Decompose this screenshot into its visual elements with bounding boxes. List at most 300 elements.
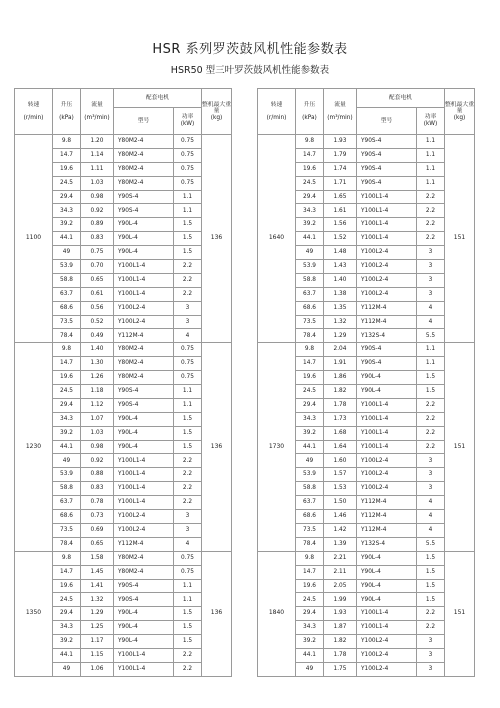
flow-cell: 1.32 xyxy=(81,593,114,607)
pressure-cell: 49 xyxy=(53,454,81,468)
motor-power-cell: 3 xyxy=(174,510,202,524)
motor-model-cell: Y90L-4 xyxy=(357,565,417,579)
pressure-cell: 34.3 xyxy=(296,204,324,218)
pressure-cell: 49 xyxy=(296,246,324,260)
pressure-cell: 58.8 xyxy=(296,273,324,287)
pressure-cell: 34.3 xyxy=(53,621,81,635)
motor-power-cell: 5.5 xyxy=(417,537,445,551)
pressure-cell: 9.8 xyxy=(296,135,324,149)
motor-model-cell: Y100L1-4 xyxy=(357,426,417,440)
table-row xyxy=(15,135,232,149)
pressure-cell: 29.4 xyxy=(53,190,81,204)
pressure-cell: 9.8 xyxy=(53,135,81,149)
pressure-cell: 49 xyxy=(296,662,324,676)
motor-power-cell: 4 xyxy=(417,523,445,537)
pressure-cell: 78.4 xyxy=(296,537,324,551)
table-row xyxy=(15,551,232,565)
flow-cell: 1.25 xyxy=(81,621,114,635)
motor-model-cell: Y90S-4 xyxy=(357,357,417,371)
motor-power-cell: 1.1 xyxy=(174,593,202,607)
motor-model-cell: Y112M-4 xyxy=(357,510,417,524)
flow-cell: 1.56 xyxy=(324,218,357,232)
power-header: 功率 (kW) xyxy=(417,108,445,135)
motor-model-cell: Y100L1-4 xyxy=(114,482,174,496)
flow-cell: 1.40 xyxy=(81,343,114,357)
motor-power-cell: 0.75 xyxy=(174,162,202,176)
motor-model-cell: Y80M2-4 xyxy=(114,135,174,149)
motor-model-cell: Y90L-4 xyxy=(357,579,417,593)
flow-cell: 1.41 xyxy=(81,579,114,593)
motor-model-cell: Y112M-4 xyxy=(357,523,417,537)
pressure-cell: 24.5 xyxy=(296,593,324,607)
motor-model-cell: Y100L1-4 xyxy=(357,204,417,218)
flow-cell: 0.61 xyxy=(81,287,114,301)
flow-cell: 1.58 xyxy=(81,551,114,565)
motor-power-cell: 3 xyxy=(417,482,445,496)
motor-model-cell: Y80M2-4 xyxy=(114,176,174,190)
flow-cell: 1.48 xyxy=(324,246,357,260)
flow-cell: 1.38 xyxy=(324,287,357,301)
flow-cell: 1.17 xyxy=(81,635,114,649)
motor-power-cell: 1.5 xyxy=(417,579,445,593)
pressure-cell: 29.4 xyxy=(296,607,324,621)
motor-model-cell: Y90S-4 xyxy=(357,135,417,149)
table-row xyxy=(258,135,475,149)
motor-model-cell: Y100L1-4 xyxy=(357,440,417,454)
motor-power-cell: 1.5 xyxy=(174,607,202,621)
motor-model-cell: Y90L-4 xyxy=(114,426,174,440)
motor-header: 配套电机 xyxy=(357,89,445,108)
motor-power-cell: 2.2 xyxy=(417,398,445,412)
motor-power-cell: 2.2 xyxy=(417,412,445,426)
motor-model-cell: Y100L2-4 xyxy=(357,648,417,662)
motor-power-cell: 1.1 xyxy=(174,398,202,412)
pressure-cell: 39.2 xyxy=(53,426,81,440)
speed-cell: 1640 xyxy=(258,135,296,343)
pressure-cell: 14.7 xyxy=(53,357,81,371)
pressure-cell: 29.4 xyxy=(53,398,81,412)
motor-model-cell: Y100L1-4 xyxy=(357,398,417,412)
pressure-cell: 68.6 xyxy=(53,301,81,315)
pressure-cell: 39.2 xyxy=(296,635,324,649)
motor-power-cell: 1.5 xyxy=(174,412,202,426)
motor-power-cell: 1.1 xyxy=(174,204,202,218)
motor-power-cell: 4 xyxy=(417,301,445,315)
motor-model-cell: Y90L-4 xyxy=(357,371,417,385)
pressure-cell: 19.6 xyxy=(53,371,81,385)
motor-power-cell: 0.75 xyxy=(174,135,202,149)
pressure-cell: 73.5 xyxy=(53,523,81,537)
left-parameter-table xyxy=(14,88,232,677)
table-row xyxy=(258,343,475,357)
pressure-cell: 19.6 xyxy=(296,579,324,593)
motor-power-cell: 1.5 xyxy=(174,232,202,246)
pressure-cell: 53.9 xyxy=(53,468,81,482)
motor-model-cell: Y100L2-4 xyxy=(114,523,174,537)
motor-model-cell: Y112M-4 xyxy=(114,329,174,343)
flow-cell: 0.75 xyxy=(81,246,114,260)
motor-model-cell: Y100L2-4 xyxy=(357,273,417,287)
motor-power-cell: 1.1 xyxy=(417,176,445,190)
pressure-cell: 19.6 xyxy=(296,371,324,385)
flow-cell: 0.52 xyxy=(81,315,114,329)
motor-model-cell: Y90S-4 xyxy=(357,176,417,190)
pressure-cell: 63.7 xyxy=(296,496,324,510)
flow-cell: 0.65 xyxy=(81,537,114,551)
flow-cell: 1.71 xyxy=(324,176,357,190)
motor-power-cell: 2.2 xyxy=(174,260,202,274)
flow-cell: 2.11 xyxy=(324,565,357,579)
pressure-cell: 68.6 xyxy=(53,510,81,524)
table-row xyxy=(15,343,232,357)
flow-cell: 0.83 xyxy=(81,482,114,496)
motor-power-cell: 3 xyxy=(417,273,445,287)
pressure-header: 升压 (kPa) xyxy=(296,89,324,135)
pressure-cell: 78.4 xyxy=(296,329,324,343)
speed-header: 转速 (r/min) xyxy=(15,89,53,135)
flow-cell: 1.61 xyxy=(324,204,357,218)
motor-model-cell: Y90L-4 xyxy=(114,232,174,246)
flow-cell: 1.93 xyxy=(324,607,357,621)
pressure-cell: 49 xyxy=(296,454,324,468)
motor-model-cell: Y90S-4 xyxy=(357,162,417,176)
motor-model-cell: Y90L-4 xyxy=(114,440,174,454)
motor-power-cell: 0.75 xyxy=(174,148,202,162)
pressure-cell: 53.9 xyxy=(296,260,324,274)
pressure-cell: 44.1 xyxy=(53,440,81,454)
flow-cell: 0.98 xyxy=(81,440,114,454)
motor-model-cell: Y100L2-4 xyxy=(114,315,174,329)
flow-cell: 1.32 xyxy=(324,315,357,329)
motor-model-cell: Y80M2-4 xyxy=(114,565,174,579)
speed-cell: 1840 xyxy=(258,551,296,676)
motor-model-cell: Y100L1-4 xyxy=(114,662,174,676)
flow-cell: 1.35 xyxy=(324,301,357,315)
motor-power-cell: 3 xyxy=(417,454,445,468)
motor-model-cell: Y90L-4 xyxy=(357,385,417,399)
flow-header: 流量 (m³/min) xyxy=(81,89,114,135)
flow-cell: 1.03 xyxy=(81,426,114,440)
motor-model-cell: Y90L-4 xyxy=(114,412,174,426)
pressure-cell: 14.7 xyxy=(53,148,81,162)
page-title: HSR 系列罗茨鼓风机性能参数表 xyxy=(152,42,348,57)
motor-power-cell: 2.2 xyxy=(174,454,202,468)
motor-power-cell: 1.5 xyxy=(417,385,445,399)
motor-model-cell: Y90L-4 xyxy=(357,551,417,565)
motor-model-cell: Y112M-4 xyxy=(357,301,417,315)
pressure-cell: 34.3 xyxy=(53,412,81,426)
weight-cell: 151 xyxy=(445,343,475,551)
motor-model-cell: Y100L2-4 xyxy=(357,246,417,260)
motor-model-cell: Y100L2-4 xyxy=(357,482,417,496)
motor-power-cell: 1.5 xyxy=(174,246,202,260)
motor-model-cell: Y100L2-4 xyxy=(357,468,417,482)
motor-model-cell: Y112M-4 xyxy=(357,496,417,510)
motor-model-cell: Y100L1-4 xyxy=(357,218,417,232)
motor-model-cell: Y90L-4 xyxy=(357,593,417,607)
motor-model-cell: Y100L1-4 xyxy=(357,190,417,204)
flow-cell: 1.45 xyxy=(81,565,114,579)
flow-cell: 1.64 xyxy=(324,440,357,454)
flow-cell: 0.69 xyxy=(81,523,114,537)
motor-model-cell: Y90L-4 xyxy=(114,621,174,635)
motor-power-cell: 2.2 xyxy=(174,662,202,676)
pressure-cell: 58.8 xyxy=(296,482,324,496)
pressure-cell: 19.6 xyxy=(53,579,81,593)
pressure-cell: 53.9 xyxy=(53,260,81,274)
flow-cell: 1.15 xyxy=(81,648,114,662)
motor-model-cell: Y100L1-4 xyxy=(114,273,174,287)
flow-cell: 0.92 xyxy=(81,454,114,468)
motor-model-cell: Y100L1-4 xyxy=(357,621,417,635)
page-subtitle: HSR50 型三叶罗茨鼓风机性能参数表 xyxy=(170,65,330,76)
flow-cell: 1.12 xyxy=(81,398,114,412)
flow-cell: 1.82 xyxy=(324,635,357,649)
flow-cell: 1.42 xyxy=(324,523,357,537)
flow-cell: 1.68 xyxy=(324,426,357,440)
motor-power-cell: 1.5 xyxy=(417,551,445,565)
pressure-cell: 14.7 xyxy=(296,357,324,371)
motor-power-cell: 0.75 xyxy=(174,371,202,385)
motor-power-cell: 3 xyxy=(417,662,445,676)
motor-model-cell: Y100L2-4 xyxy=(357,454,417,468)
motor-power-cell: 1.1 xyxy=(174,385,202,399)
pressure-cell: 24.5 xyxy=(53,176,81,190)
motor-model-cell: Y100L2-4 xyxy=(114,510,174,524)
flow-cell: 0.88 xyxy=(81,468,114,482)
pressure-cell: 24.5 xyxy=(296,385,324,399)
pressure-cell: 44.1 xyxy=(53,648,81,662)
power-header: 功率 (kW) xyxy=(174,108,202,135)
motor-power-cell: 1.5 xyxy=(174,218,202,232)
motor-model-cell: Y80M2-4 xyxy=(114,551,174,565)
pressure-cell: 19.6 xyxy=(53,162,81,176)
motor-power-cell: 2.2 xyxy=(417,218,445,232)
motor-model-cell: Y90L-4 xyxy=(114,635,174,649)
motor-power-cell: 5.5 xyxy=(417,329,445,343)
motor-power-cell: 2.2 xyxy=(174,287,202,301)
weight-header: 整机最大重量 (kg) xyxy=(202,89,232,135)
pressure-cell: 68.6 xyxy=(296,301,324,315)
flow-cell: 0.49 xyxy=(81,329,114,343)
flow-cell: 1.46 xyxy=(324,510,357,524)
motor-power-cell: 0.75 xyxy=(174,176,202,190)
motor-power-cell: 2.2 xyxy=(417,607,445,621)
motor-model-cell: Y90S-4 xyxy=(357,148,417,162)
motor-model-cell: Y132S-4 xyxy=(357,537,417,551)
motor-power-cell: 3 xyxy=(174,315,202,329)
flow-cell: 1.40 xyxy=(324,273,357,287)
table-row xyxy=(258,551,475,565)
motor-model-cell: Y80M2-4 xyxy=(114,148,174,162)
flow-cell: 1.65 xyxy=(324,190,357,204)
motor-power-cell: 1.1 xyxy=(174,579,202,593)
pressure-cell: 53.9 xyxy=(296,468,324,482)
motor-model-cell: Y100L1-4 xyxy=(114,287,174,301)
motor-model-cell: Y90S-4 xyxy=(114,204,174,218)
motor-model-cell: Y100L1-4 xyxy=(114,260,174,274)
flow-cell: 1.18 xyxy=(81,385,114,399)
motor-model-cell: Y90S-4 xyxy=(114,579,174,593)
motor-power-cell: 1.5 xyxy=(417,371,445,385)
pressure-cell: 49 xyxy=(53,246,81,260)
motor-header: 配套电机 xyxy=(114,89,202,108)
weight-cell: 151 xyxy=(445,135,475,343)
motor-power-cell: 2.2 xyxy=(417,204,445,218)
motor-power-cell: 3 xyxy=(174,301,202,315)
pressure-cell: 44.1 xyxy=(296,440,324,454)
motor-model-cell: Y80M2-4 xyxy=(114,343,174,357)
motor-model-cell: Y100L1-4 xyxy=(357,607,417,621)
pressure-cell: 73.5 xyxy=(296,315,324,329)
model-header: 型号 xyxy=(357,108,417,135)
motor-power-cell: 4 xyxy=(417,315,445,329)
pressure-cell: 63.7 xyxy=(53,287,81,301)
motor-model-cell: Y100L1-4 xyxy=(114,468,174,482)
motor-power-cell: 1.1 xyxy=(174,190,202,204)
pressure-cell: 14.7 xyxy=(53,565,81,579)
pressure-cell: 58.8 xyxy=(53,273,81,287)
motor-power-cell: 3 xyxy=(174,523,202,537)
speed-cell: 1730 xyxy=(258,343,296,551)
motor-model-cell: Y90S-4 xyxy=(114,593,174,607)
motor-power-cell: 2.2 xyxy=(174,482,202,496)
pressure-cell: 29.4 xyxy=(296,190,324,204)
pressure-cell: 9.8 xyxy=(53,551,81,565)
pressure-cell: 24.5 xyxy=(53,385,81,399)
pressure-cell: 39.2 xyxy=(296,218,324,232)
motor-power-cell: 2.2 xyxy=(417,190,445,204)
motor-model-cell: Y80M2-4 xyxy=(114,371,174,385)
motor-model-cell: Y100L1-4 xyxy=(114,496,174,510)
motor-power-cell: 3 xyxy=(417,287,445,301)
flow-cell: 1.53 xyxy=(324,482,357,496)
motor-power-cell: 1.5 xyxy=(174,635,202,649)
flow-cell: 1.26 xyxy=(81,371,114,385)
motor-power-cell: 1.1 xyxy=(417,162,445,176)
motor-model-cell: Y132S-4 xyxy=(357,329,417,343)
motor-power-cell: 3 xyxy=(417,648,445,662)
flow-cell: 1.74 xyxy=(324,162,357,176)
pressure-cell: 73.5 xyxy=(53,315,81,329)
flow-cell: 1.29 xyxy=(81,607,114,621)
flow-cell: 0.83 xyxy=(81,232,114,246)
flow-cell: 1.57 xyxy=(324,468,357,482)
pressure-cell: 68.6 xyxy=(296,510,324,524)
motor-power-cell: 2.2 xyxy=(417,232,445,246)
pressure-cell: 19.6 xyxy=(296,162,324,176)
motor-model-cell: Y100L2-4 xyxy=(357,260,417,274)
flow-cell: 0.65 xyxy=(81,273,114,287)
flow-cell: 0.92 xyxy=(81,204,114,218)
flow-cell: 0.73 xyxy=(81,510,114,524)
pressure-cell: 9.8 xyxy=(296,551,324,565)
flow-cell: 0.70 xyxy=(81,260,114,274)
motor-power-cell: 4 xyxy=(174,537,202,551)
flow-cell: 1.99 xyxy=(324,593,357,607)
flow-cell: 1.60 xyxy=(324,454,357,468)
speed-cell: 1100 xyxy=(15,135,53,343)
pressure-cell: 24.5 xyxy=(53,593,81,607)
flow-cell: 1.91 xyxy=(324,357,357,371)
flow-cell: 1.03 xyxy=(81,176,114,190)
flow-cell: 1.73 xyxy=(324,412,357,426)
motor-model-cell: Y100L2-4 xyxy=(114,301,174,315)
flow-cell: 2.21 xyxy=(324,551,357,565)
pressure-cell: 44.1 xyxy=(296,232,324,246)
flow-header: 流量 (m³/min) xyxy=(324,89,357,135)
motor-model-cell: Y90S-4 xyxy=(114,190,174,204)
motor-power-cell: 3 xyxy=(417,260,445,274)
pressure-cell: 58.8 xyxy=(53,482,81,496)
motor-power-cell: 2.2 xyxy=(417,621,445,635)
motor-power-cell: 2.2 xyxy=(174,468,202,482)
flow-cell: 1.93 xyxy=(324,135,357,149)
flow-cell: 0.98 xyxy=(81,190,114,204)
motor-power-cell: 3 xyxy=(417,468,445,482)
motor-model-cell: Y90S-4 xyxy=(114,385,174,399)
motor-model-cell: Y90L-4 xyxy=(114,607,174,621)
flow-cell: 1.29 xyxy=(324,329,357,343)
pressure-cell: 29.4 xyxy=(296,398,324,412)
weight-cell: 151 xyxy=(445,551,475,676)
pressure-cell: 63.7 xyxy=(296,287,324,301)
weight-cell: 136 xyxy=(202,551,232,676)
speed-cell: 1350 xyxy=(15,551,53,676)
pressure-cell: 24.5 xyxy=(296,176,324,190)
motor-model-cell: Y100L1-4 xyxy=(357,412,417,426)
motor-power-cell: 3 xyxy=(417,246,445,260)
motor-model-cell: Y100L2-4 xyxy=(357,635,417,649)
motor-power-cell: 3 xyxy=(417,635,445,649)
motor-model-cell: Y90L-4 xyxy=(114,246,174,260)
flow-cell: 0.78 xyxy=(81,496,114,510)
pressure-cell: 63.7 xyxy=(53,496,81,510)
flow-cell: 1.20 xyxy=(81,135,114,149)
motor-power-cell: 2.2 xyxy=(417,426,445,440)
pressure-cell: 44.1 xyxy=(296,648,324,662)
motor-model-cell: Y112M-4 xyxy=(114,537,174,551)
pressure-cell: 9.8 xyxy=(296,343,324,357)
model-header: 型号 xyxy=(114,108,174,135)
motor-model-cell: Y80M2-4 xyxy=(114,357,174,371)
pressure-cell: 49 xyxy=(53,662,81,676)
motor-model-cell: Y100L2-4 xyxy=(357,287,417,301)
flow-cell: 1.78 xyxy=(324,398,357,412)
motor-power-cell: 1.5 xyxy=(417,565,445,579)
motor-power-cell: 1.1 xyxy=(417,343,445,357)
pressure-cell: 14.7 xyxy=(296,565,324,579)
motor-power-cell: 0.75 xyxy=(174,565,202,579)
pressure-cell: 34.3 xyxy=(53,204,81,218)
motor-model-cell: Y100L1-4 xyxy=(357,232,417,246)
motor-power-cell: 1.5 xyxy=(417,593,445,607)
flow-cell: 2.05 xyxy=(324,579,357,593)
flow-cell: 0.56 xyxy=(81,301,114,315)
motor-model-cell: Y90S-4 xyxy=(114,398,174,412)
flow-cell: 1.82 xyxy=(324,385,357,399)
flow-cell: 1.50 xyxy=(324,496,357,510)
pressure-cell: 78.4 xyxy=(53,329,81,343)
motor-model-cell: Y90L-4 xyxy=(114,218,174,232)
flow-cell: 1.43 xyxy=(324,260,357,274)
motor-power-cell: 1.5 xyxy=(174,426,202,440)
motor-power-cell: 0.75 xyxy=(174,343,202,357)
motor-model-cell: Y100L2-4 xyxy=(357,662,417,676)
speed-cell: 1230 xyxy=(15,343,53,551)
motor-model-cell: Y90S-4 xyxy=(357,343,417,357)
motor-model-cell: Y100L1-4 xyxy=(114,454,174,468)
